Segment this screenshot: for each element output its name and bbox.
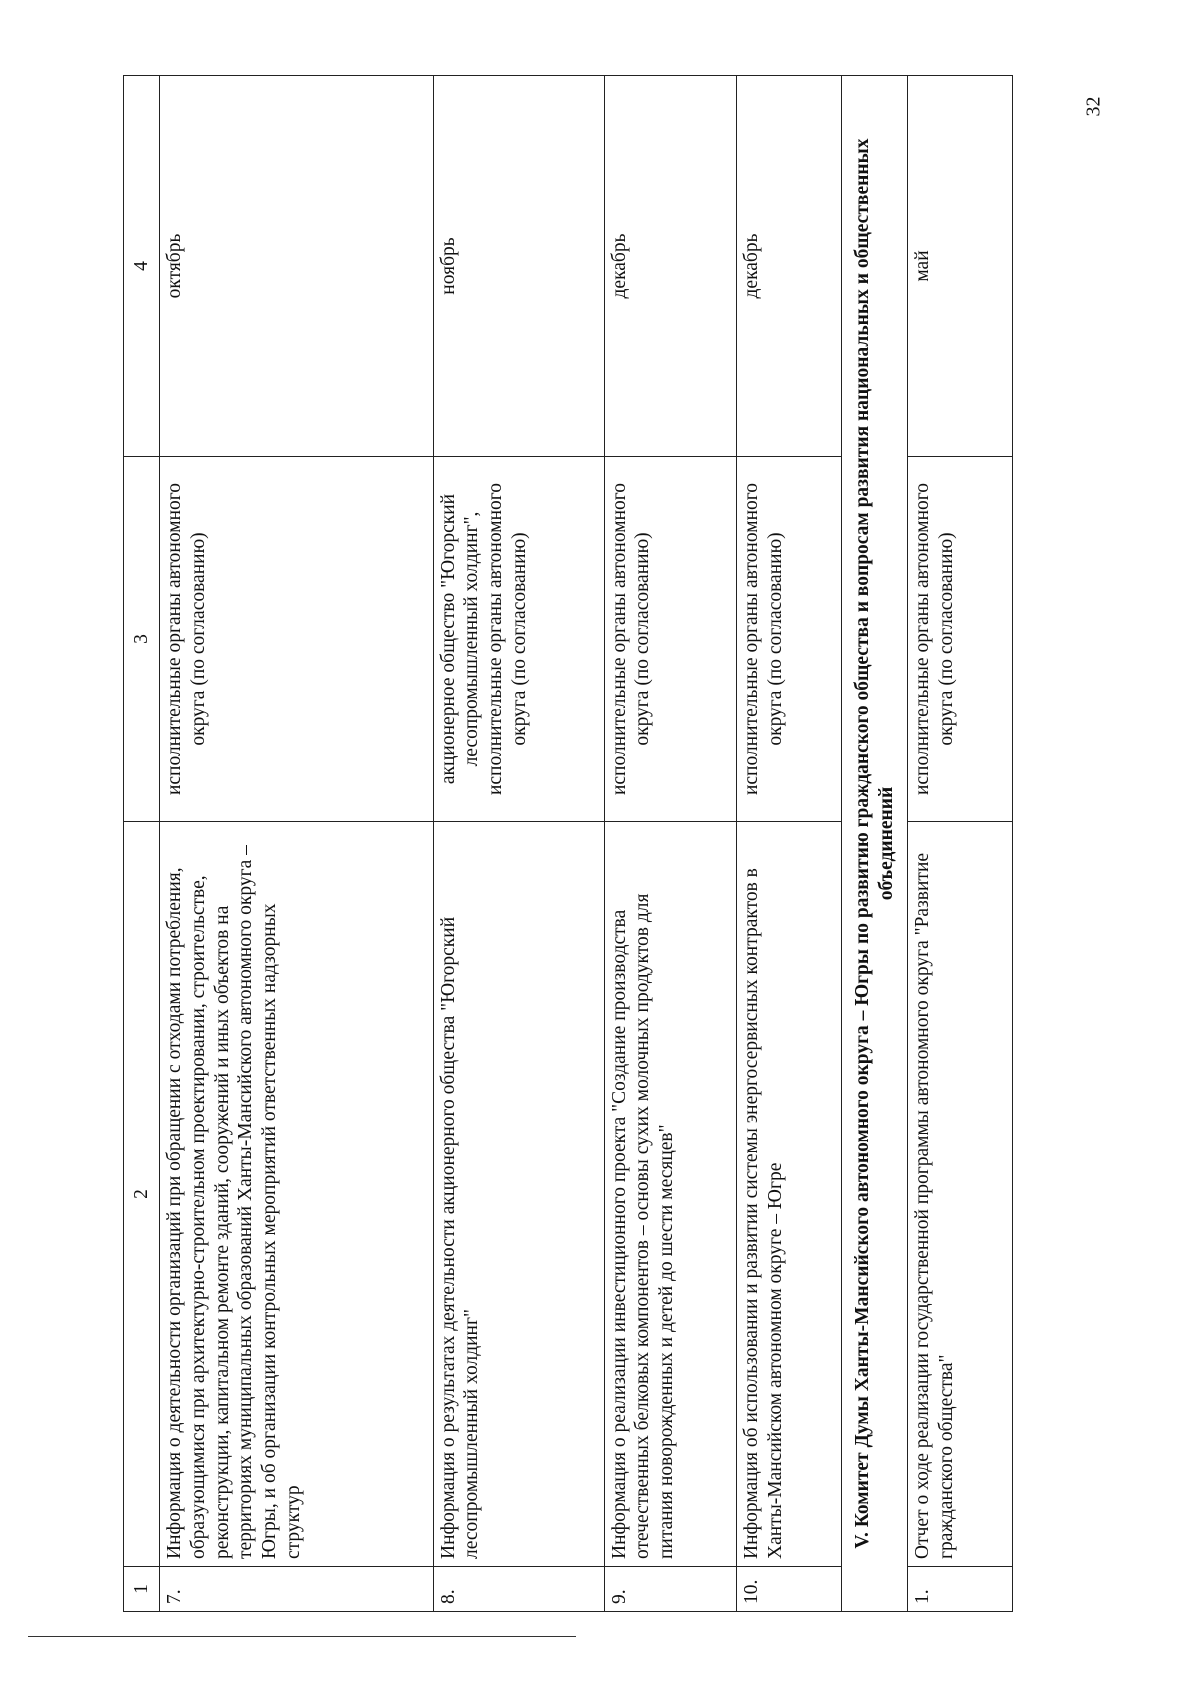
row-number: 1. — [908, 1567, 1013, 1612]
table-row — [908, 76, 1013, 1612]
row-term: октябрь — [160, 76, 434, 457]
header-col-4: 4 — [124, 76, 160, 457]
row-description: Информация о реализации инвестиционного проекта "Создание производства отечественных белковых компонентов – основы сухих молочных продуктов для питания новорожденных и детей до шести месяцев" — [604, 822, 736, 1567]
header-col-3: 3 — [124, 457, 160, 822]
row-responsible: исполнительные органы автономного округа (по согласованию) — [908, 457, 1013, 822]
footnote-rule — [28, 1636, 576, 1637]
row-description: Информация о деятельности организаций при обращении с отходами потребления, образующимися при архитектурно-строительном проектировании, строительстве, реконструкции, капитальном ремонте зданий, сооружений и иных объектов на территориях муниципальных образований Ханты-Мансийского автономного округа – Югры, и об организации контрольных мероприятий ответственных надзорных структур — [160, 822, 434, 1567]
row-description: Информация об использовании и развитии системы энергосервисных контрактов в Ханты-Мансийском автономном округе – Югре — [737, 822, 842, 1567]
section-header-row — [841, 76, 907, 1612]
row-number: 10. — [737, 1567, 842, 1612]
table-row — [737, 76, 842, 1612]
row-term: декабрь — [737, 76, 842, 457]
row-responsible: исполнительные органы автономного округа (по согласованию) — [737, 457, 842, 822]
header-col-1: 1 — [124, 1567, 160, 1612]
table-row — [604, 76, 736, 1612]
row-description: Отчет о ходе реализации государственной программы автономного округа "Развитие гражданского общества" — [908, 822, 1013, 1567]
row-term: май — [908, 76, 1013, 457]
header-row — [124, 76, 160, 1612]
header-col-2: 2 — [124, 822, 160, 1567]
row-responsible: исполнительные органы автономного округа (по согласованию) — [604, 457, 736, 822]
table-row — [433, 76, 604, 1612]
row-number: 9. — [604, 1567, 736, 1612]
page-number: 32 — [1082, 96, 1105, 117]
rotated-document-table — [123, 76, 1013, 1612]
plan-table — [123, 75, 1013, 1612]
row-responsible: исполнительные органы автономного округа (по согласованию) — [160, 457, 434, 822]
row-term: декабрь — [604, 76, 736, 457]
row-description: Информация о результатах деятельности акционерного общества "Югорский лесопромышленный холдинг" — [433, 822, 604, 1567]
row-term: ноябрь — [433, 76, 604, 457]
row-number: 7. — [160, 1567, 434, 1612]
table-row — [160, 76, 434, 1612]
section-title: V. Комитет Думы Ханты-Мансийского автономного округа – Югры по развитию гражданского общества и вопросам развития национальных и общественных объединений — [841, 76, 907, 1612]
row-number: 8. — [433, 1567, 604, 1612]
row-responsible: акционерное общество "Югорский лесопромышленный холдинг", исполнительные органы автономного округа (по согласованию) — [433, 457, 604, 822]
